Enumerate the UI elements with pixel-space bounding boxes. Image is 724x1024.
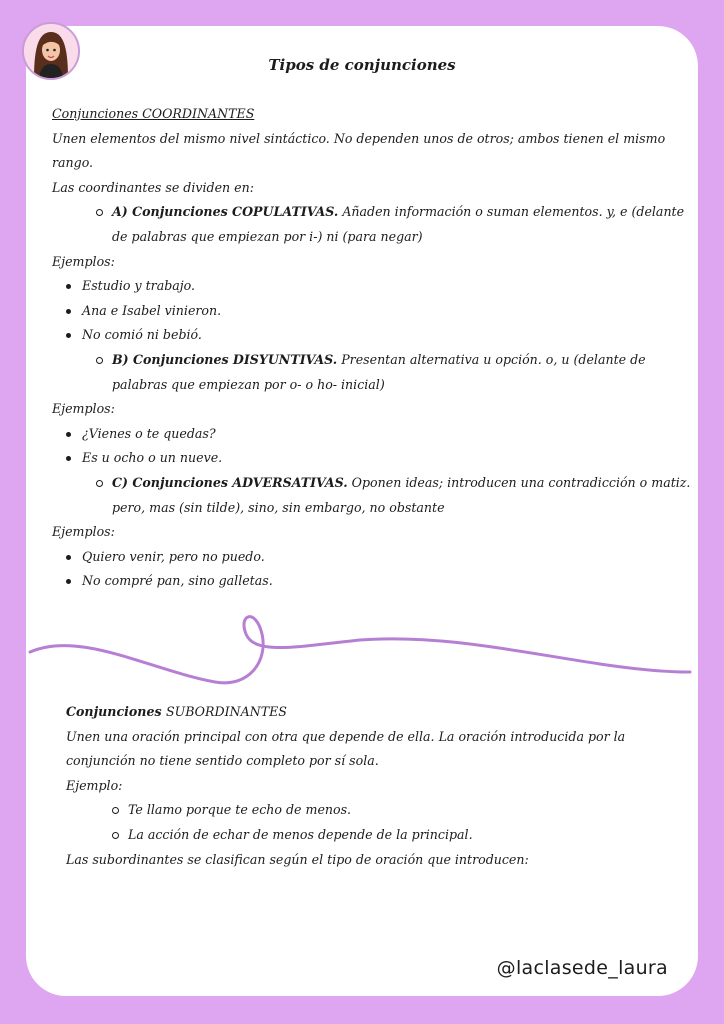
list-item: La acción de echar de menos depende de la principal. [66, 823, 692, 848]
examples-label: Ejemplos: [52, 401, 115, 417]
subordinantes-heading-prefix: Conjunciones [66, 704, 166, 719]
list-item: Ana e Isabel vinieron. [52, 299, 692, 324]
list-item: ¿Vienes o te quedas? [52, 422, 692, 447]
group-copulativas [52, 200, 692, 249]
list-item: Quiero venir, pero no puedo. [52, 545, 692, 570]
coordinantes-heading: Conjunciones COORDINANTES [52, 106, 255, 121]
list-item: Te llamo porque te echo de menos. [66, 798, 692, 823]
list-item: Estudio y trabajo. [52, 274, 692, 299]
group-desc: Oponen ideas; introducen una contradicción o matiz. pero, mas (sin tilde), sino, sin embargo, no obstante [112, 474, 691, 515]
examples-label: Ejemplos: [52, 524, 115, 540]
list-item: No comió ni bebió. [52, 323, 692, 348]
author-handle: @laclasede_laura [496, 957, 668, 979]
group-desc: Añaden información o suman elementos. y, e (delante de palabras que empiezan por i-) ni (para negar) [112, 204, 685, 244]
page-title: Tipos de conjunciones [268, 56, 456, 74]
subordinantes-heading [66, 700, 692, 725]
group-disyuntivas [52, 348, 692, 397]
list-item: No compré pan, sino galletas. [52, 569, 692, 594]
group-adversativas [52, 471, 692, 520]
subordinantes-closing: Las subordinantes se clasifican según el tipo de oración que introducen: [66, 851, 529, 867]
group-label: B) Conjunciones DISYUNTIVAS. [112, 351, 338, 367]
subordinantes-intro: Unen una oración principal con otra que depende de ella. La oración introducida por la conjunción no tiene sentido completo por sí sola. [66, 728, 626, 769]
group-label: C) Conjunciones ADVERSATIVAS. [112, 474, 348, 490]
decorative-curve-icon [0, 600, 724, 700]
examples-label: Ejemplos: [52, 253, 115, 269]
subordinantes-section [66, 700, 692, 872]
list-item: Es u ocho o un nueve. [52, 446, 692, 471]
example-label: Ejemplo: [66, 777, 123, 793]
coordinantes-intro: Unen elementos del mismo nivel sintáctico. No dependen unos de otros; ambos tienen el mismo rango. [52, 130, 666, 171]
subordinantes-heading-word: SUBORDINANTES [165, 704, 287, 719]
group-desc: Presentan alternativa u opción. o, u (delante de palabras que empiezan por o- o ho- inicial) [112, 351, 646, 392]
group-label: A) Conjunciones COPULATIVAS. [112, 204, 339, 220]
coordinantes-divide: Las coordinantes se dividen en: [52, 179, 254, 195]
coordinantes-section [52, 102, 692, 594]
